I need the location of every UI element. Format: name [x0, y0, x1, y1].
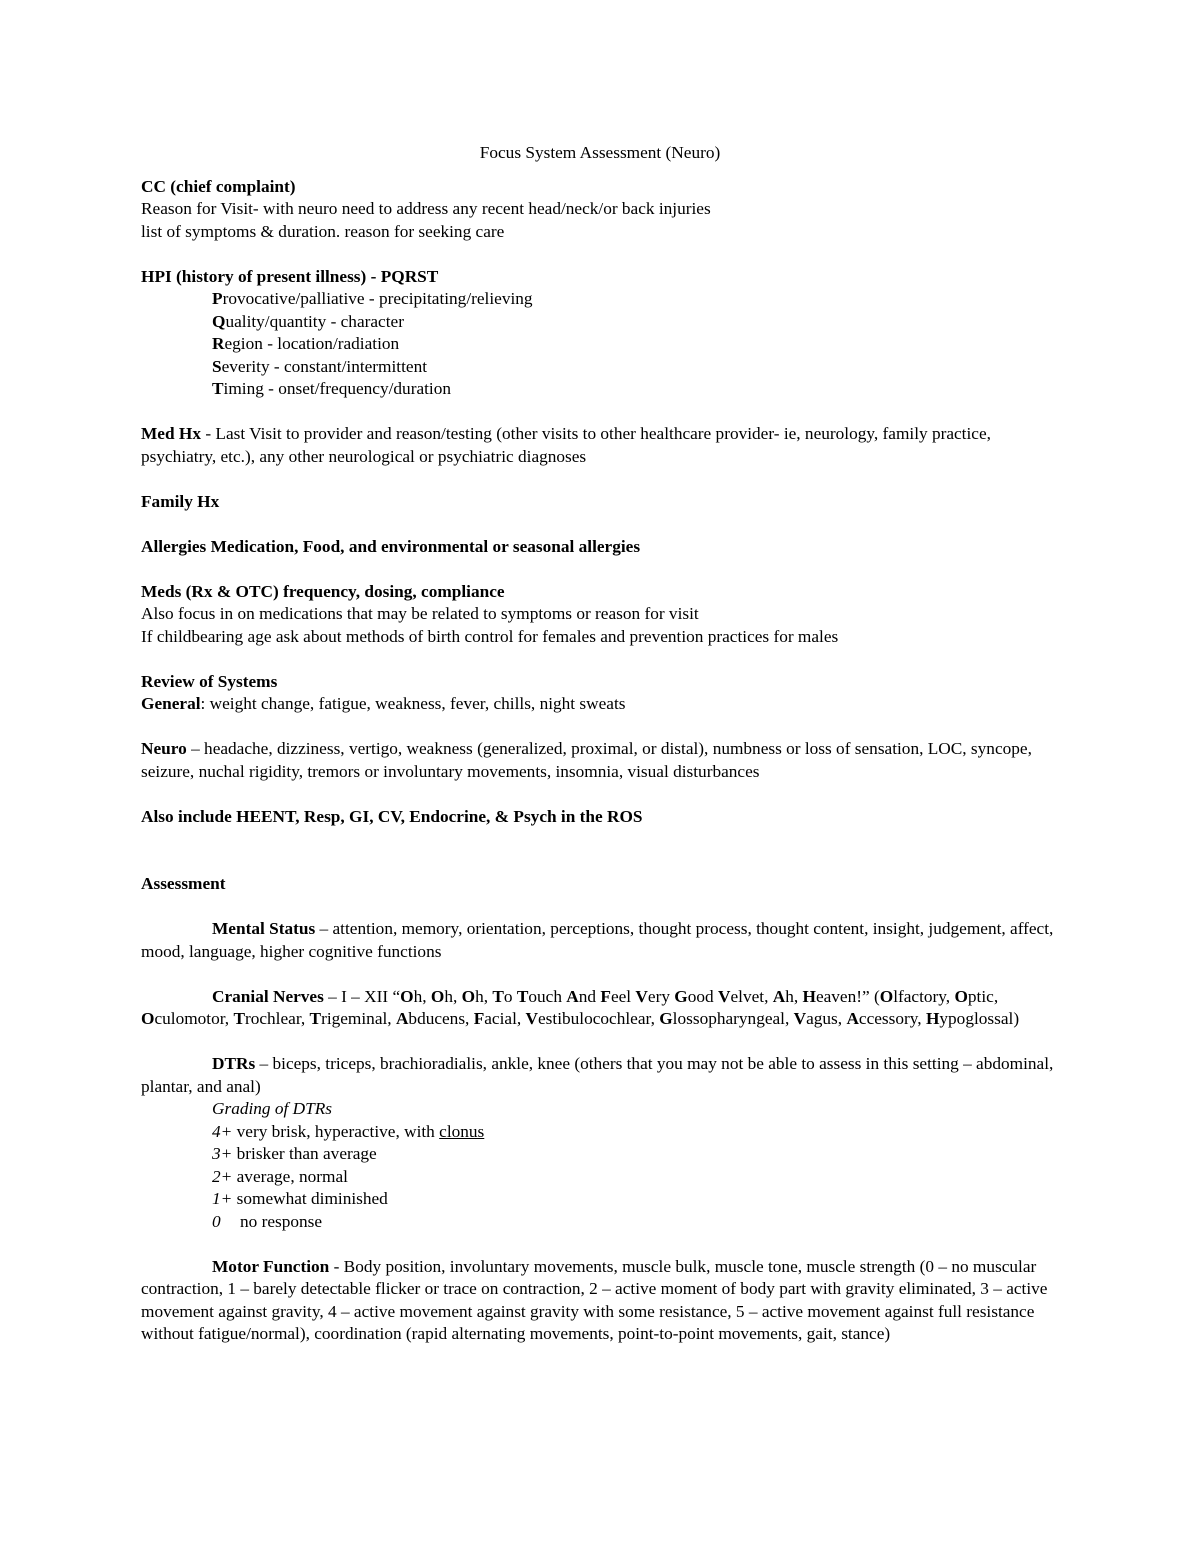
mnemonic-word-rest: ouch: [528, 986, 567, 1006]
nerve-name-initial: T: [233, 1009, 245, 1028]
mental-status-paragraph: Mental Status – attention, memory, orientation, perceptions, thought process, thought content, insight, judgement, affect, mood, language, higher cognitive functions: [141, 919, 1054, 961]
nerve-name-initial: O: [954, 986, 968, 1006]
mnemonic-word-rest: elvet,: [730, 986, 773, 1006]
mnemonic-word-initial: A: [772, 986, 786, 1006]
cranial-mnemonic: [400, 987, 870, 1006]
nerve-name-rest: rochlear,: [244, 1009, 310, 1028]
mnemonic-word-initial: T: [492, 986, 504, 1006]
dtr-grade-1: 1+ somewhat diminished: [212, 1189, 388, 1208]
mnemonic-word-initial: O: [461, 986, 476, 1006]
mnemonic-word-initial: F: [600, 986, 611, 1006]
meds-line-2: If childbearing age ask about methods of birth control for females and prevention practices for males: [141, 626, 839, 646]
hpi-heading: HPI (history of present illness) - PQRST: [141, 266, 439, 286]
mnemonic-word-rest: h,: [475, 986, 493, 1006]
mnemonic-word-initial: H: [802, 986, 816, 1006]
nerve-name-rest: ptic,: [967, 986, 999, 1006]
mnemonic-word-initial: V: [718, 986, 731, 1006]
nerve-name-rest: acial,: [484, 1009, 526, 1028]
hpi-item-s: Severity - constant/intermittent: [212, 356, 428, 376]
hpi-item-p: Provocative/palliative - precipitating/relieving: [212, 289, 533, 308]
nerve-name-initial: T: [309, 1009, 322, 1028]
nerve-name-rest: ypoglossal): [939, 1009, 1020, 1028]
dtr-grade-2: 2+ average, normal: [212, 1166, 348, 1186]
nerve-name-initial: V: [525, 1009, 539, 1028]
nerve-name-rest: lossopharyngeal,: [672, 1009, 794, 1028]
dtr-grade-4: 4+ very brisk, hyperactive, with clonus: [212, 1121, 485, 1141]
dtr-grading-heading: Grading of DTRs: [212, 1099, 333, 1118]
nerve-name-rest: culomotor,: [154, 1009, 234, 1028]
mnemonic-word-rest: h,: [444, 986, 462, 1006]
mnemonic-word-initial: V: [635, 986, 648, 1006]
mnemonic-word-rest: nd: [578, 986, 601, 1006]
mnemonic-word-rest: h,: [413, 986, 431, 1006]
nerve-name-initial: A: [846, 1009, 859, 1028]
nerve-name-initial: F: [473, 1009, 485, 1028]
cc-line-2: list of symptoms & duration. reason for seeking care: [141, 221, 505, 241]
assessment-heading: Assessment: [141, 874, 226, 893]
ros-heading: Review of Systems: [141, 671, 278, 691]
nerve-name-initial: G: [659, 1009, 673, 1028]
ros-general: General: weight change, fatigue, weakness, fever, chills, night sweats: [141, 694, 626, 713]
mnemonic-word-rest: ery: [647, 986, 675, 1006]
med-hx-paragraph: Med Hx - Last Visit to provider and reason/testing (other visits to other healthcare provider- ie, neurology, family practice, psychiatry, etc.), any other neurological or psychiatric diagnoses: [141, 424, 991, 466]
allergies-heading: Allergies Medication, Food, and environmental or seasonal allergies: [141, 536, 641, 556]
mnemonic-word-rest: eaven!”: [815, 986, 870, 1006]
nerve-name-initial: V: [793, 1009, 807, 1028]
nerve-name-rest: estibulocochlear,: [538, 1009, 660, 1028]
mnemonic-word-rest: o: [503, 986, 517, 1006]
family-hx-heading: Family Hx: [141, 491, 220, 511]
mnemonic-word-rest: h,: [785, 986, 803, 1006]
dtr-grade-0: 0 no response: [212, 1211, 323, 1231]
nerve-name-rest: ccessory,: [858, 1009, 926, 1028]
nerve-name-initial: H: [925, 1009, 940, 1028]
cc-heading: CC (chief complaint): [141, 176, 296, 196]
ros-neuro: Neuro – headache, dizziness, vertigo, weakness (generalized, proximal, or distal), numbness or loss of sensation, LOC, syncope, seizure, nuchal rigidity, tremors or involuntary movements, insomnia, visual disturbances: [141, 739, 1032, 781]
hpi-item-t: Timing - onset/frequency/duration: [212, 379, 452, 398]
document-body: [141, 142, 1061, 1346]
mnemonic-word-initial: G: [674, 986, 688, 1006]
nerve-name-rest: rigeminal,: [321, 1009, 396, 1028]
page-title: Focus System Assessment (Neuro): [479, 143, 721, 162]
hpi-item-r: Region - location/radiation: [212, 334, 400, 353]
nerve-name-rest: bducens,: [408, 1009, 474, 1028]
mnemonic-word-initial: A: [566, 986, 579, 1006]
motor-function-paragraph: Motor Function - Body position, involuntary movements, muscle bulk, muscle tone, muscle strength (0 – no muscular contraction, 1 – barely detectable flicker or trace on contraction, 2 – active moment of body part with gravity eliminated, 3 – active movement against gravity, 4 – active movement against gravity with some resistance, 5 – active movement against full resistance without fatigue/normal), coordination (rapid alternating movements, point-to-point movements, gait, stance): [141, 1256, 1048, 1343]
nerve-name-initial: O: [141, 1009, 155, 1028]
nerve-name-rest: agus,: [806, 1009, 847, 1028]
dtrs-paragraph: DTRs – biceps, triceps, brachioradialis, ankle, knee (others that you may not be able to assess in this setting – abdominal, plantar, and anal): [141, 1054, 1054, 1096]
ros-also-include: Also include HEENT, Resp, GI, CV, Endocrine, & Psych in the ROS: [141, 806, 643, 826]
nerve-name-initial: A: [395, 1009, 409, 1028]
mnemonic-word-initial: O: [430, 986, 445, 1006]
mnemonic-word-rest: ood: [687, 986, 718, 1006]
nerve-name-initial: O: [879, 986, 894, 1006]
mnemonic-word-initial: O: [400, 986, 414, 1006]
meds-line-1: Also focus in on medications that may be related to symptoms or reason for visit: [141, 604, 699, 623]
mnemonic-word-rest: eel: [610, 986, 636, 1006]
nerve-name-rest: lfactory,: [893, 986, 955, 1006]
mnemonic-word-initial: T: [516, 986, 529, 1006]
cc-line-1: Reason for Visit- with neuro need to address any recent head/neck/or back injuries: [141, 199, 711, 218]
meds-heading: Meds (Rx & OTC) frequency, dosing, compliance: [141, 581, 505, 601]
dtr-grade-3: 3+ brisker than average: [212, 1144, 377, 1163]
cranial-nerves-paragraph: Cranial Nerves – I – XII “Oh, Oh, Oh, To Touch And Feel Very Good Velvet, Ah, Heaven!” (Olfactory, Optic, Oculomotor, Trochlear, Trigeminal, Abducens, Facial, Vestibulocochlear, Glossopharyngeal, Vagus, Accessory, Hypoglossal): [141, 986, 1020, 1028]
hpi-item-q: Quality/quantity - character: [212, 311, 404, 331]
